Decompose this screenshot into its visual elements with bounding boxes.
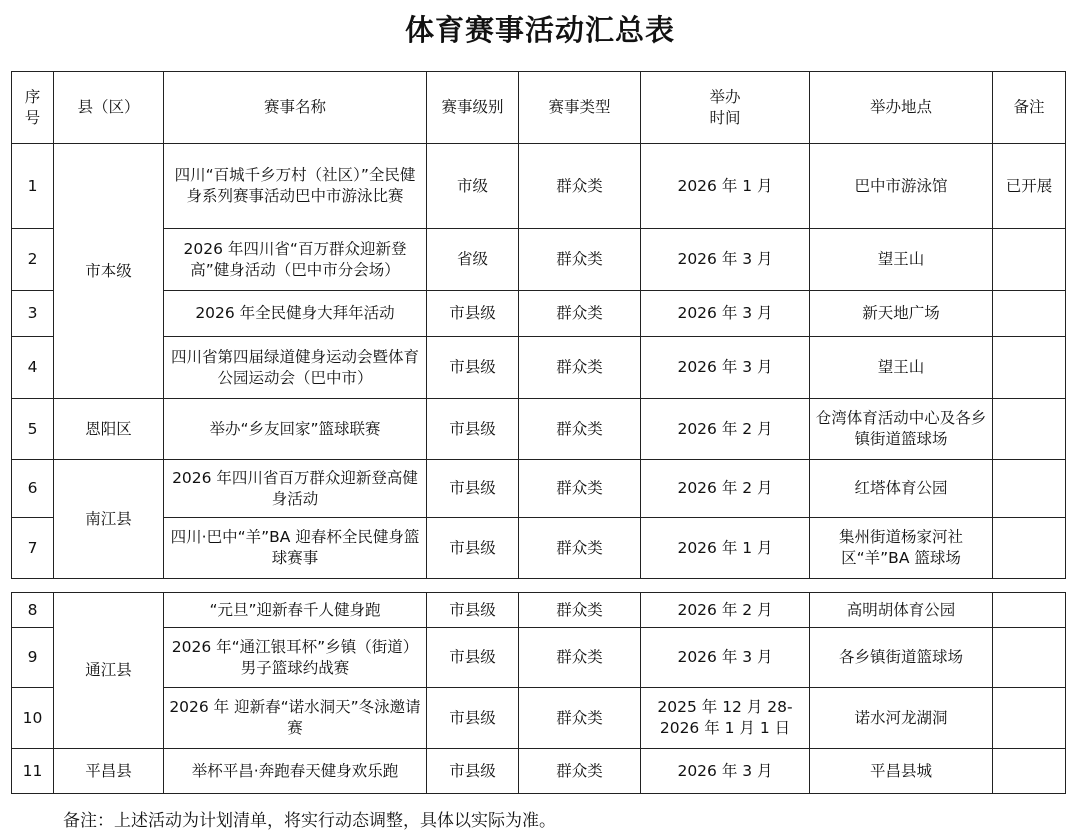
header-time-line1: 举办 (709, 87, 741, 106)
row-level: 市县级 (427, 749, 519, 794)
row-level: 市县级 (427, 518, 519, 579)
row-type: 群众类 (519, 399, 641, 460)
row-seq: 3 (12, 291, 54, 337)
row-type: 群众类 (519, 144, 641, 229)
table-row (12, 593, 1066, 628)
row-place: 平昌县城 (810, 749, 993, 794)
row-seq: 11 (12, 749, 54, 794)
row-name: 四川“百城千乡万村（社区）”全民健身系列赛事活动巴中市游泳比赛 (164, 144, 427, 229)
row-name: 2026 年 迎新春“诺水洞天”冬泳邀请赛 (164, 688, 427, 749)
row-level: 市县级 (427, 337, 519, 399)
row-type: 群众类 (519, 628, 641, 688)
county-cell: 南江县 (54, 460, 164, 579)
row-time: 2026 年 3 月 (641, 749, 810, 794)
row-type: 群众类 (519, 337, 641, 399)
county-cell: 恩阳区 (54, 399, 164, 460)
row-name: 举办“乡友回家”篮球联赛 (164, 399, 427, 460)
events-table-part1 (11, 71, 1066, 579)
row-seq: 8 (12, 593, 54, 628)
header-time-line2: 时间 (709, 108, 741, 127)
row-name: 四川·巴中“羊”BA 迎春杯全民健身篮球赛事 (164, 518, 427, 579)
row-name: 2026 年全民健身大拜年活动 (164, 291, 427, 337)
table-row (12, 518, 1066, 579)
header-seq: 序号 (12, 72, 54, 144)
row-type: 群众类 (519, 291, 641, 337)
row-remark (993, 593, 1066, 628)
county-cell: 通江县 (54, 593, 164, 749)
table-row (12, 628, 1066, 688)
row-time: 2025 年 12 月 28-2026 年 1 月 1 日 (641, 688, 810, 749)
row-type: 群众类 (519, 460, 641, 518)
header-level: 赛事级别 (427, 72, 519, 144)
row-level: 市县级 (427, 460, 519, 518)
row-name: 2026 年四川省“百万群众迎新登高”健身活动（巴中市分会场） (164, 229, 427, 291)
row-seq: 6 (12, 460, 54, 518)
row-seq: 10 (12, 688, 54, 749)
row-time: 2026 年 2 月 (641, 399, 810, 460)
row-level: 市县级 (427, 628, 519, 688)
row-remark (993, 229, 1066, 291)
row-type: 群众类 (519, 749, 641, 794)
row-seq: 2 (12, 229, 54, 291)
row-place: 仓湾体育活动中心及各乡镇街道篮球场 (810, 399, 993, 460)
row-level: 市县级 (427, 688, 519, 749)
row-remark (993, 399, 1066, 460)
header-time (641, 72, 810, 144)
row-type: 群众类 (519, 688, 641, 749)
row-remark (993, 749, 1066, 794)
row-time: 2026 年 2 月 (641, 460, 810, 518)
row-name: 四川省第四届绿道健身运动会暨体育公园运动会（巴中市） (164, 337, 427, 399)
row-remark (993, 518, 1066, 579)
row-remark (993, 291, 1066, 337)
row-name: 2026 年“通江银耳杯”乡镇（街道）男子篮球约战赛 (164, 628, 427, 688)
row-time: 2026 年 3 月 (641, 291, 810, 337)
row-place: 各乡镇街道篮球场 (810, 628, 993, 688)
table-row (12, 688, 1066, 749)
row-seq: 1 (12, 144, 54, 229)
row-place: 望王山 (810, 229, 993, 291)
header-name: 赛事名称 (164, 72, 427, 144)
row-seq: 7 (12, 518, 54, 579)
table-row (12, 460, 1066, 518)
row-name: “元旦”迎新春千人健身跑 (164, 593, 427, 628)
row-type: 群众类 (519, 593, 641, 628)
footnote: 备注：上述活动为计划清单，将实行动态调整，具体以实际为准。 (63, 811, 556, 831)
row-seq: 4 (12, 337, 54, 399)
row-place: 新天地广场 (810, 291, 993, 337)
header-county: 县（区） (54, 72, 164, 144)
row-time: 2026 年 1 月 (641, 518, 810, 579)
header-row (12, 72, 1066, 144)
row-name: 举杯平昌·奔跑春天健身欢乐跑 (164, 749, 427, 794)
row-level: 省级 (427, 229, 519, 291)
row-seq: 5 (12, 399, 54, 460)
row-remark (993, 628, 1066, 688)
row-time: 2026 年 2 月 (641, 593, 810, 628)
row-place: 集州街道杨家河社区“羊”BA 篮球场 (810, 518, 993, 579)
row-level: 市县级 (427, 399, 519, 460)
page-title: 体育赛事活动汇总表 (404, 13, 675, 47)
table-row (12, 399, 1066, 460)
table-row (12, 291, 1066, 337)
row-level: 市级 (427, 144, 519, 229)
row-remark (993, 460, 1066, 518)
row-name: 2026 年四川省百万群众迎新登高健身活动 (164, 460, 427, 518)
row-time: 2026 年 1 月 (641, 144, 810, 229)
row-place: 望王山 (810, 337, 993, 399)
header-type: 赛事类型 (519, 72, 641, 144)
row-seq: 9 (12, 628, 54, 688)
row-remark (993, 337, 1066, 399)
row-time: 2026 年 3 月 (641, 337, 810, 399)
row-level: 市县级 (427, 593, 519, 628)
header-remark: 备注 (993, 72, 1066, 144)
events-table-part2 (11, 592, 1066, 794)
row-type: 群众类 (519, 229, 641, 291)
row-level: 市县级 (427, 291, 519, 337)
row-time: 2026 年 3 月 (641, 628, 810, 688)
table-row (12, 229, 1066, 291)
header-place: 举办地点 (810, 72, 993, 144)
row-place: 巴中市游泳馆 (810, 144, 993, 229)
row-remark (993, 688, 1066, 749)
county-cell: 市本级 (54, 144, 164, 399)
row-place: 高明胡体育公园 (810, 593, 993, 628)
row-remark: 已开展 (993, 144, 1066, 229)
county-cell: 平昌县 (54, 749, 164, 794)
row-type: 群众类 (519, 518, 641, 579)
row-place: 红塔体育公园 (810, 460, 993, 518)
row-place: 诺水河龙湖洞 (810, 688, 993, 749)
row-time: 2026 年 3 月 (641, 229, 810, 291)
table-row (12, 144, 1066, 229)
table-row (12, 337, 1066, 399)
table-row (12, 749, 1066, 794)
